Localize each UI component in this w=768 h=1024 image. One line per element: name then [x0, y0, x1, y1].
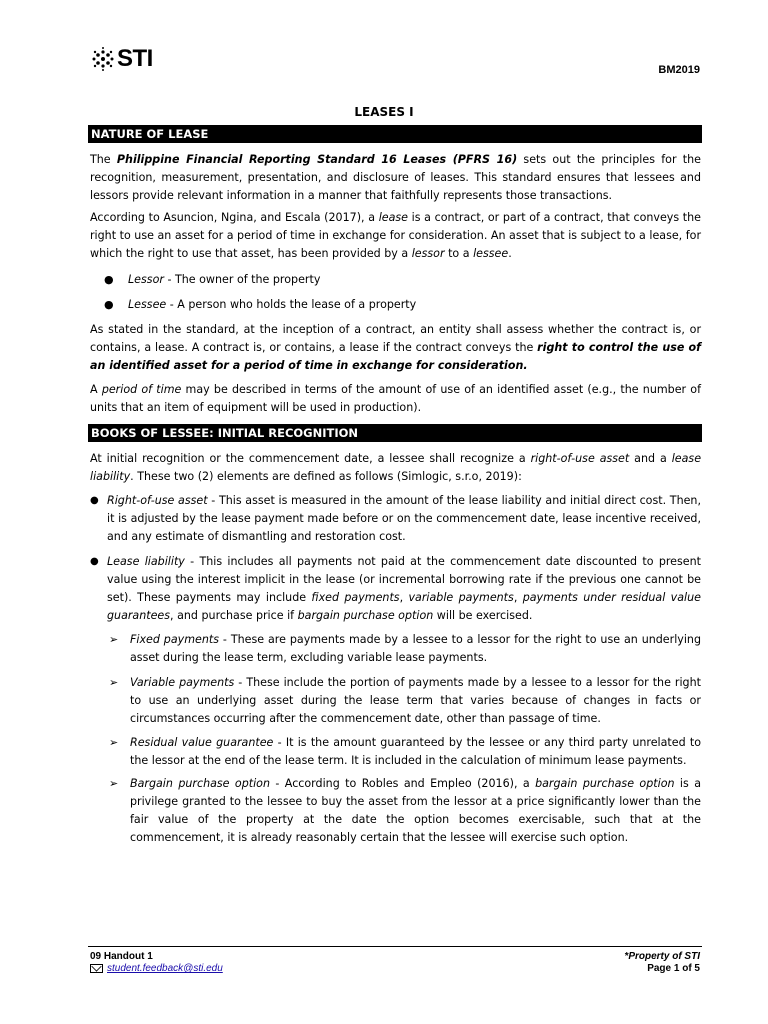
- globe-icon: [90, 46, 116, 72]
- footer-divider: [88, 946, 702, 947]
- paragraph-initial-recognition: At initial recognition or the commencement date, a lessee shall recognize a right-of-use asset and a lease liability. These two (2) elements are defined as follows (Simlogic, s.r.o, 2019):: [90, 452, 702, 483]
- section-header-books-of-lessee: BOOKS OF LESSEE: INITIAL RECOGNITION: [88, 424, 702, 442]
- list-item-lessor: ● Lessor - The owner of the property: [104, 271, 702, 289]
- arrow-bullet-icon: ➢: [109, 777, 119, 790]
- arrow-bullet-icon: ➢: [109, 633, 119, 646]
- page-title: LEASES I: [354, 105, 414, 119]
- arrow-bullet-icon: ➢: [109, 736, 119, 749]
- section-header-nature-of-lease: NATURE OF LEASE: [88, 125, 702, 143]
- list-item-fixed-payments: Fixed payments - These are payments made by a lessee to a lessor for the right to use an underlying asset during the lease term, excluding variable lease payments.: [130, 633, 701, 664]
- arrow-bullet-icon: ➢: [109, 676, 119, 689]
- list-item-lease-liability: Lease liability - This includes all payments not paid at the commencement date discounted to present value using the interest implicit in the lease (or incremental borrowing rate if the previous one cannot be set). These payments may include fixed payments, variable payments, payments under residual value guarantees, and purchase price if bargain purchase option will be exercised.: [107, 555, 701, 622]
- bullet-icon: ●: [90, 495, 99, 506]
- list-item-right-of-use-asset: Right-of-use asset - This asset is measured in the amount of the lease liability and initial direct cost. Then, it is adjusted by the lease payment made before or on the commencement date, lease incentive received, and any estimate of dismantling and restoration cost.: [107, 494, 701, 543]
- email-link[interactable]: student.feedback@sti.edu: [107, 963, 223, 974]
- logo-text: STI: [117, 45, 153, 72]
- property-label: *Property of STI: [624, 951, 700, 962]
- document-code: BM2019: [658, 64, 700, 76]
- paragraph-inception: As stated in the standard, at the inception of a contract, an entity shall assess whether the contract is, or contains, a lease. A contract is, or contains, a lease if the contract conveys the right to control the use of an identified asset for a period of time in exchange for consideration.: [90, 323, 701, 372]
- list-item-lessee: ● Lessee - A person who holds the lease of a property: [104, 296, 702, 314]
- paragraph-pfrs16: The Philippine Financial Reporting Standard 16 Leases (PFRS 16) sets out the principles for the recognition, measurement, presentation, and disclosure of leases. This standard ensures that lessees and lessors provide relevant information in a manner that faithfully represents those transactions.: [90, 153, 701, 202]
- bullet-icon: ●: [104, 298, 114, 311]
- handout-label: 09 Handout 1: [90, 951, 153, 962]
- list-item-bargain-purchase-option: Bargain purchase option - According to Robles and Empleo (2016), a bargain purchase option is a privilege granted to the lessee to buy the asset from the lessor at a price significantly lower than the fair value of the property at the date the option becomes exercisable, such that at the commencement, it is already reasonably certain that the lessee will exercise such option.: [130, 777, 701, 844]
- paragraph-lease-definition: According to Asuncion, Ngina, and Escala (2017), a lease is a contract, or part of a contract, that conveys the right to use an asset for a period of time in exchange for consideration. An asset that is subject to a lease, for which the right to use that asset, has been provided by a lessor to a lessee.: [90, 211, 701, 260]
- paragraph-period-of-time: A period of time may be described in terms of the amount of use of an identified asset (e.g., the number of units that an item of equipment will be used in production).: [90, 383, 701, 414]
- bullet-icon: ●: [104, 273, 114, 286]
- bullet-icon: ●: [90, 556, 99, 567]
- envelope-icon: [90, 964, 103, 973]
- page-number: Page 1 of 5: [647, 963, 700, 974]
- sti-logo: [90, 46, 153, 72]
- list-item-residual-value-guarantee: Residual value guarantee - It is the amount guaranteed by the lessee or any third party unrelated to the lessor at the end of the lease term. It is included in the calculation of minimum lease payments.: [130, 736, 702, 767]
- list-item-variable-payments: Variable payments - These include the portion of payments made by a lessee to a lessor for the right to use an underlying asset during the lease term that varies because of changes in facts or circumstances occurring after the commencement date, other than passage of time.: [130, 676, 701, 725]
- feedback-email: [90, 963, 223, 974]
